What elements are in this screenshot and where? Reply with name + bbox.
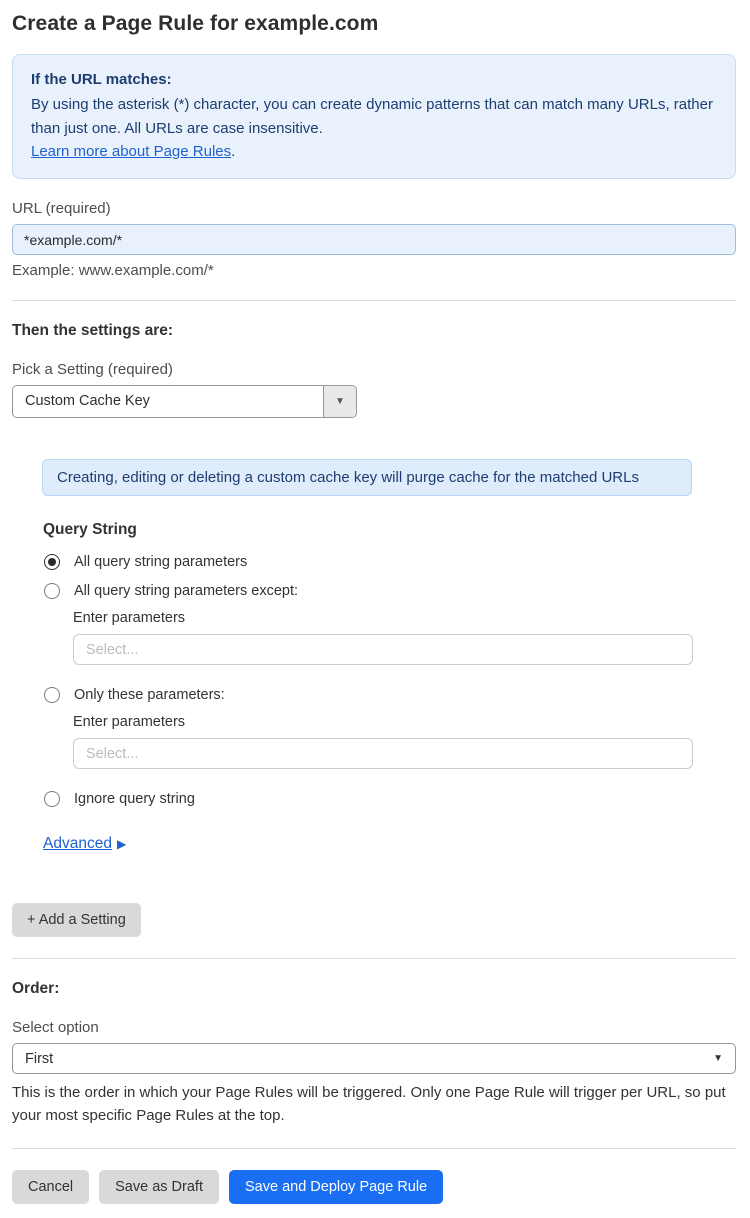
only-parameters-input[interactable] <box>73 738 693 769</box>
radio-button-icon[interactable] <box>44 583 60 599</box>
order-select-value: First <box>25 1050 54 1067</box>
cancel-button[interactable]: Cancel <box>12 1170 89 1204</box>
setting-select-caret-button[interactable] <box>323 386 356 417</box>
learn-more-link[interactable]: Learn more about Page Rules <box>31 142 232 160</box>
radio-button-icon[interactable] <box>44 554 60 570</box>
order-select-label: Select option <box>12 1019 99 1036</box>
url-example-hint: Example: www.example.com/* <box>12 262 214 279</box>
footer-actions <box>12 1170 736 1204</box>
advanced-link-label: Advanced <box>43 835 112 852</box>
enter-parameters-label: Enter parameters <box>73 714 186 730</box>
purge-cache-notice: Creating, editing or deleting a custom cache key will purge cache for the matched URLs <box>42 459 692 496</box>
url-input[interactable] <box>12 224 736 255</box>
save-and-deploy-button[interactable]: Save and Deploy Page Rule <box>229 1170 443 1204</box>
divider <box>12 300 736 301</box>
info-box-text: By using the asterisk (*) character, you can create dynamic patterns that can match many URLs, rather than just one. All URLs are case insensitive. <box>31 96 713 137</box>
url-field-label: URL (required) <box>12 200 111 217</box>
divider <box>12 1148 736 1149</box>
chevron-down-icon: ▼ <box>335 396 345 407</box>
setting-picker-label: Pick a Setting (required) <box>12 361 173 378</box>
except-parameters-input[interactable] <box>73 634 693 665</box>
enter-parameters-label: Enter parameters <box>73 610 186 626</box>
add-setting-button[interactable]: + Add a Setting <box>12 903 141 937</box>
settings-section-heading: Then the settings are: <box>12 322 174 339</box>
radio-button-icon[interactable] <box>44 791 60 807</box>
order-section-heading: Order: <box>12 980 60 997</box>
setting-select[interactable] <box>12 385 357 418</box>
radio-option-only-these[interactable] <box>44 687 736 703</box>
radio-button-icon[interactable] <box>44 687 60 703</box>
radio-option-label: All query string parameters except: <box>74 583 299 599</box>
radio-option-all-except[interactable] <box>44 583 736 599</box>
radio-option-ignore-query-string[interactable] <box>44 791 736 807</box>
order-select[interactable] <box>12 1043 736 1074</box>
only-parameters-group <box>73 714 736 769</box>
page-title: Create a Page Rule for example.com <box>12 12 379 35</box>
radio-option-label: Ignore query string <box>74 791 195 807</box>
url-match-info-box <box>12 54 736 179</box>
chevron-right-icon: ▶ <box>116 837 127 851</box>
order-description: This is the order in which your Page Rules will be triggered. Only one Page Rule will trigger per URL, so put your most specific Page Rules at the top. <box>12 1084 726 1124</box>
radio-option-all-parameters[interactable] <box>44 554 736 570</box>
radio-option-label: All query string parameters <box>74 554 248 570</box>
save-as-draft-button[interactable]: Save as Draft <box>99 1170 219 1204</box>
radio-option-label: Only these parameters: <box>74 687 225 703</box>
info-box-body <box>31 93 717 163</box>
setting-select-value: Custom Cache Key <box>25 393 150 409</box>
info-box-heading: If the URL matches: <box>31 71 172 88</box>
query-string-heading: Query String <box>43 521 137 538</box>
chevron-down-icon: ▼ <box>713 1053 723 1064</box>
except-parameters-group <box>73 610 736 665</box>
divider <box>12 958 736 959</box>
link-suffix: . <box>231 142 236 160</box>
advanced-link[interactable] <box>43 835 126 853</box>
